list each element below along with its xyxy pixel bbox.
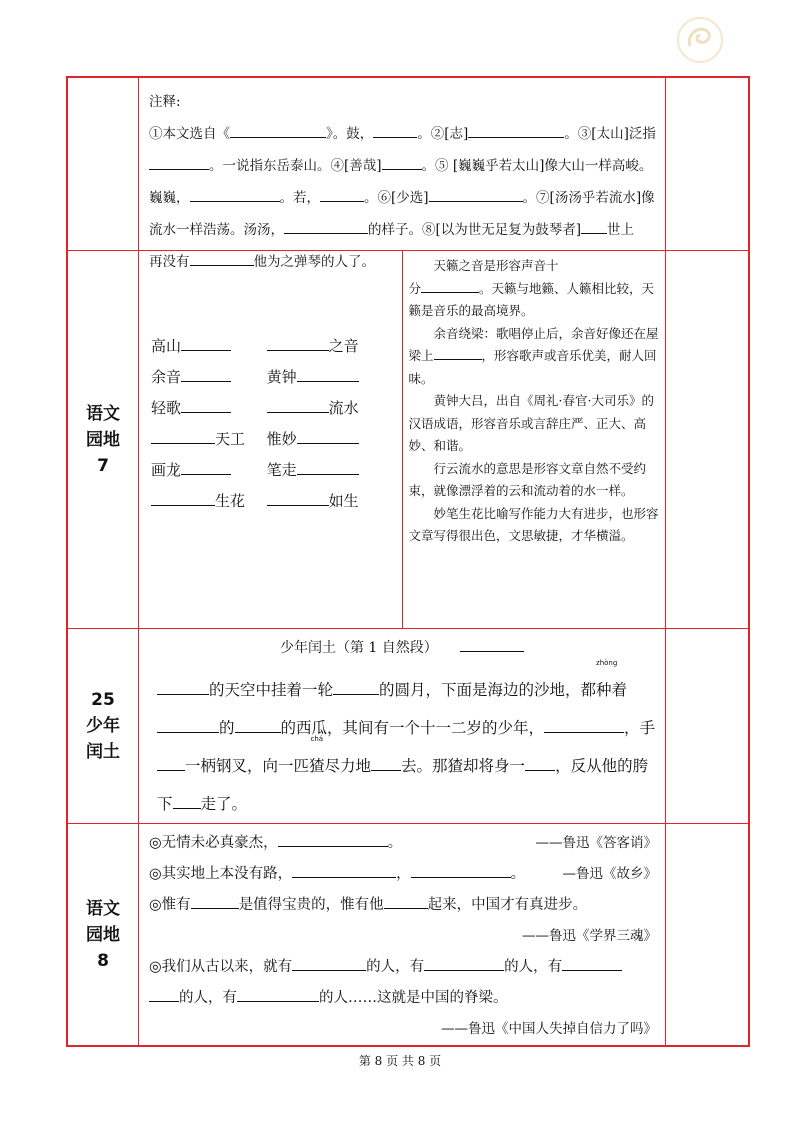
blank[interactable] — [237, 987, 319, 1002]
side-cell — [666, 251, 750, 629]
blank[interactable] — [333, 680, 379, 695]
notes-line: 。一说指东岳泰山。④[善哉] 。⑤ [巍巍乎若太山]像大山一样高峻。 — [149, 150, 657, 182]
blank[interactable] — [181, 460, 231, 475]
blank[interactable] — [149, 987, 179, 1002]
notes-line: ①本文选自《 》。鼓， 。②[志] 。③[太山]泛指 — [149, 118, 657, 150]
idiom-row: 生花 如生 — [151, 490, 402, 521]
blank[interactable] — [382, 155, 422, 170]
notes-cell — [139, 77, 666, 270]
blank[interactable] — [230, 123, 326, 138]
blank[interactable] — [460, 637, 524, 652]
blank[interactable] — [297, 367, 359, 382]
blank[interactable] — [181, 398, 231, 413]
lesson25-row — [67, 629, 749, 824]
blank[interactable] — [267, 336, 329, 351]
idiom-row: 高山 之音 — [151, 337, 359, 355]
garden8-row — [67, 824, 749, 1047]
blank[interactable] — [297, 460, 359, 475]
side-cell — [666, 629, 750, 824]
passage-title: 少年闰土（第 1 自然段） — [139, 629, 665, 663]
notes-row-label — [67, 77, 139, 251]
blank[interactable] — [191, 894, 239, 909]
blank[interactable] — [173, 794, 201, 809]
blank[interactable] — [235, 718, 281, 733]
swirl-logo-icon — [676, 16, 724, 64]
explanation-cell — [402, 251, 666, 629]
blank[interactable] — [292, 863, 396, 878]
blank[interactable] — [468, 123, 564, 138]
blank[interactable] — [267, 398, 329, 413]
blank[interactable] — [384, 894, 428, 909]
quotes — [139, 824, 665, 1045]
blank[interactable] — [525, 756, 555, 771]
quote-line: ◎无情未必真豪杰， 。 ——鲁迅《答客诮》 — [149, 828, 657, 859]
blank[interactable] — [292, 956, 366, 971]
lesson25-label: 25 少年 闰土 — [67, 629, 139, 824]
blank[interactable] — [149, 155, 209, 170]
quote-source: ——鲁迅《学界三魂》 — [522, 928, 657, 944]
blank[interactable] — [373, 123, 417, 138]
blank[interactable] — [181, 367, 231, 382]
quotes-cell — [139, 824, 666, 1047]
blank[interactable] — [421, 278, 479, 293]
blank[interactable] — [429, 187, 523, 202]
idiom-row: 画龙 笔走 — [151, 459, 402, 490]
page-footer: 第 8 页 共 8 页 — [358, 1054, 442, 1068]
side-cell — [666, 824, 750, 1047]
blank[interactable] — [157, 680, 209, 695]
notes-line: 再没有 他为之弹琴的人了。 — [149, 246, 657, 278]
blank[interactable] — [157, 756, 185, 771]
garden7-label: 语文 园地 7 — [67, 251, 139, 629]
side-cell — [666, 77, 750, 251]
blank[interactable] — [267, 491, 329, 506]
quote-line: ◎惟有 是值得宝贵的，惟有他 起来，中国才有真进步。 — [149, 890, 657, 921]
blank[interactable] — [190, 187, 280, 202]
garden7-row — [67, 251, 749, 629]
garden8-label: 语文 园地 8 — [67, 824, 139, 1047]
blank[interactable] — [151, 491, 215, 506]
blank[interactable] — [151, 429, 215, 444]
blank[interactable] — [297, 429, 359, 444]
blank[interactable] — [284, 219, 368, 234]
notes-line: 巍巍， 。若， 。⑥[少选] 。⑦[汤汤乎若流水]像 — [149, 182, 657, 214]
blank[interactable] — [581, 219, 607, 234]
quote-line: ◎其实地上本没有路， ， 。 —鲁迅《故乡》 — [149, 859, 657, 890]
idiom-row: 余音 黄钟 — [151, 366, 402, 397]
quote-line: ◎我们从古以来，就有 的人，有 的人，有 — [149, 952, 657, 983]
quote-source: ——鲁迅《中国人失掉自信力了吗》 — [441, 1021, 657, 1037]
idiom-row: 天工 惟妙 — [151, 428, 402, 459]
blank[interactable] — [190, 251, 254, 266]
blank[interactable] — [544, 718, 624, 733]
blank[interactable] — [562, 956, 622, 971]
notes-heading: 注释: — [149, 94, 181, 110]
blank[interactable] — [424, 956, 504, 971]
idiom-grid — [139, 251, 402, 521]
blank[interactable] — [371, 756, 401, 771]
passage-text: 的天空中挂着一轮 的圆月，下面是海边的沙地，都 zhòng 种着 的 的西瓜，其间有一个十一二岁的少年， ，手 一柄钢叉，向一匹 chá 猹尽力地 去。那猹却将身一 ，反从他的胯 下 走了。 — [157, 659, 656, 813]
blank[interactable] — [157, 718, 219, 733]
blank[interactable] — [411, 863, 511, 878]
worksheet-table — [66, 76, 750, 1047]
blank[interactable] — [434, 345, 482, 360]
idiom-grid-cell — [139, 251, 403, 629]
notes-row — [67, 77, 749, 251]
blank[interactable] — [320, 187, 364, 202]
blank[interactable] — [181, 336, 231, 351]
explanation-text: 天籁之音是形容声音十 分 。天籁与地籁、人籁相比较，天籁是音乐的最高境界。 余音绕梁：歌唱停止后，余音好像还在屋梁上 ，形容歌声或音乐优美，耐人回味。 黄钟大吕，出自《周礼·春官·大司乐》的汉语成语，形容音乐或言辞庄严、正大、高妙、和谐。 行云流水的意思是形容文章自然不受约束，就像漂浮着的云和流动着的水一样。 妙笔生花比喻写作能力大有进步，也形容文章写得很出色，文思敏捷，才华横溢。 — [408, 258, 659, 543]
quote-line: 的人，有 的人……这就是中国的脊梁。 — [149, 983, 657, 1014]
blank[interactable] — [278, 832, 388, 847]
notes-line: 流水一样浩荡。汤汤， 的样子。⑧[以为世无足复为鼓琴者] 世上 — [149, 214, 657, 246]
lesson25-cell — [139, 629, 666, 824]
idiom-row: 轻歌 流水 — [151, 399, 359, 417]
